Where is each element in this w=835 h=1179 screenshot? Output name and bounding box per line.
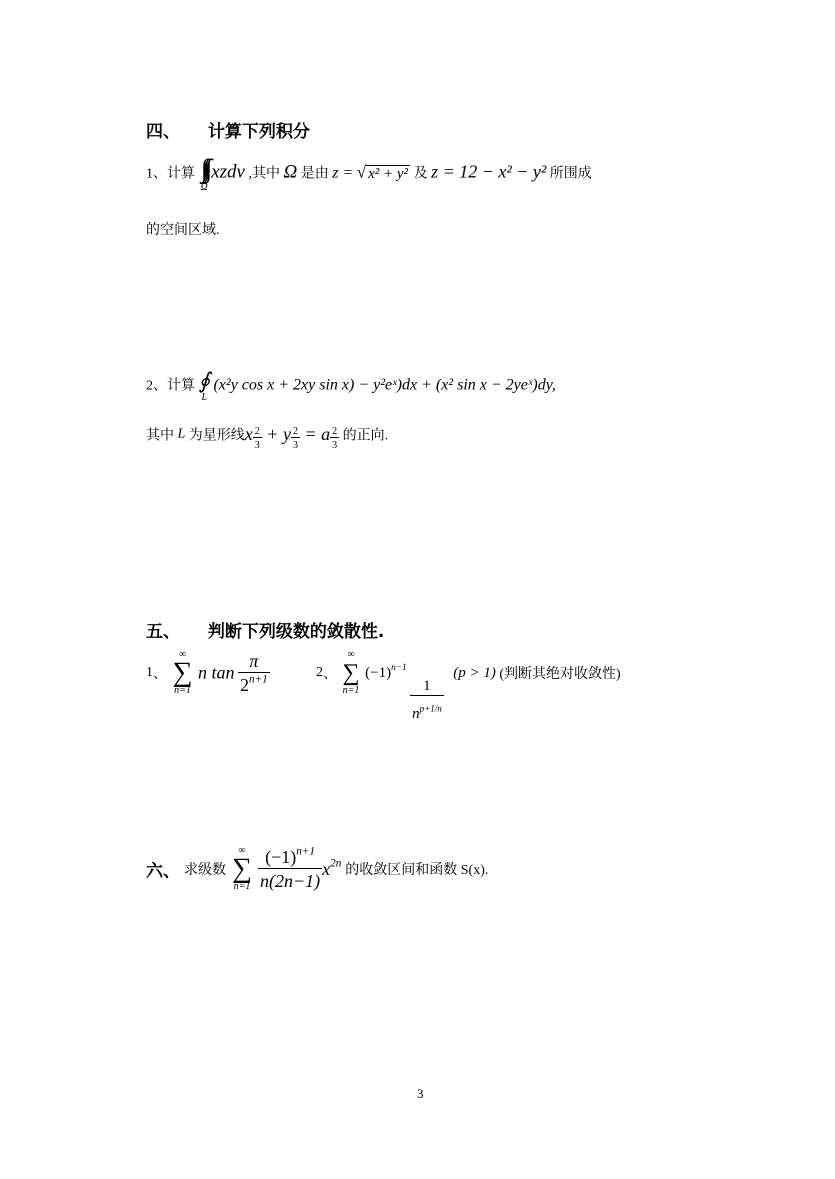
factor-5-2-exp: n−1 (391, 662, 407, 673)
problem-4-1-mid: ,其中 (248, 166, 280, 182)
frac-5-2-num: 1 (423, 678, 431, 695)
problem-5-1 (146, 650, 270, 696)
page-number: 3 (417, 1086, 424, 1101)
omega-symbol: Ω (283, 161, 298, 183)
problem-4-1-tail: 所围成 (549, 166, 592, 182)
problem-4-2-number: 2 (146, 378, 153, 394)
frac-5-2 (410, 678, 444, 723)
term-5-1 (198, 663, 235, 683)
power-6-base: x (322, 858, 331, 879)
contour-integral: ∮ L (198, 368, 210, 403)
frac-5-2-den-base: n (412, 706, 420, 723)
astroid-equation: x $\frac{2}{3}$ + y $\frac{2}{3}$ = a $\frac{2}{3}$ (244, 424, 338, 452)
sum-6: ∞ ∑ n=1 (232, 845, 252, 892)
condition-5-2: (p > 1) (453, 664, 496, 681)
frac-6 (258, 847, 322, 892)
star-curve-label: 为星形线 (188, 428, 245, 444)
problem-4-1-line2: 的空间区域. (146, 223, 220, 238)
sum-5-2: ∞ ∑ n=1 (342, 649, 360, 696)
power-6 (322, 859, 341, 879)
section-6-number: 六、 (146, 861, 180, 882)
exp-den-2: 3 (291, 437, 300, 451)
power-6-exp: 2n (330, 857, 342, 870)
problem-5-2-number: 2 (316, 665, 323, 680)
frac-6-num-exp: n+1 (296, 845, 315, 858)
problem-5-2-sep: 、 (323, 667, 337, 682)
eq2: z = 12 − x² − y² (431, 161, 547, 182)
sum-5-1-top: ∞ (178, 649, 187, 660)
problem-4-2 (146, 370, 556, 403)
frac-5-1-den-exp: n+1 (248, 673, 268, 686)
exp-num-3: 2 (332, 426, 338, 438)
sqrt-content: x² + y² (368, 165, 409, 182)
section-6-tail: 的收敛区间和函数 S(x). (345, 863, 489, 878)
section-5-title: 判断下列级数的敛散性. (207, 622, 385, 642)
sum-6-top: ∞ (238, 845, 246, 856)
frac-6-den: n(2n−1) (258, 868, 322, 892)
exp-num-1: 2 (254, 426, 260, 438)
problem-4-1-and: 及 (413, 166, 428, 182)
section-5-heading (146, 617, 384, 642)
problem-5-1-sep: 、 (153, 667, 167, 682)
problem-4-1: 1、计算 ∫∫∫ Ω xzdv ,其中 Ω 是由 z = √ x² + y² 及 z = 12 − x² − y² 所围成 (146, 154, 592, 193)
contour-sub: L (201, 392, 208, 403)
exp-den-1: 3 (253, 437, 262, 451)
note-5-2: (判断其绝对收敛性) (499, 667, 621, 682)
frac-5-1 (238, 651, 270, 696)
exp-den-3: 3 (330, 437, 339, 451)
frac-5-2-den-exp: p+1/n (419, 703, 442, 714)
problem-4-2-sep: 、 (153, 378, 167, 394)
eq1-lhs: z = (332, 164, 354, 182)
sum-5-1-bottom: n=1 (174, 685, 191, 696)
factor-5-2-base: (−1) (365, 664, 392, 681)
term-5-1-pre: n tan (197, 662, 235, 683)
problem-4-2-tail: 的正向. (342, 428, 389, 444)
sum-5-2-bottom: n=1 (342, 685, 360, 696)
problem-5-1-number: 1 (146, 665, 153, 680)
integrand: xzdv (211, 161, 245, 183)
contour-expression: (x²y cos x + 2xy sin x) − y²eˣ)dx + (x² sin x − 2yeˣ)dy, (213, 376, 556, 394)
section-4-title: 计算下列积分 (207, 122, 310, 142)
curve-L: L (177, 426, 186, 442)
factor-5-2 (365, 662, 407, 681)
problem-4-1-number: 1 (146, 166, 153, 182)
frac-5-1-num: π (249, 650, 259, 671)
sum-5-1: ∞ ∑ n=1 (172, 649, 193, 696)
section-6 (146, 846, 488, 892)
problem-4-2-lead: 计算 (167, 378, 195, 394)
problem-4-1-lead: 计算 (167, 166, 195, 182)
problem-4-1-isby: 是由 (300, 166, 329, 182)
triple-integral: ∫∫∫ Ω (200, 154, 208, 193)
exp-num-2: 2 (292, 426, 298, 438)
problem-4-2-line2 (146, 424, 389, 452)
frac-5-1-den-base: 2 (239, 674, 249, 695)
line2-lead: 其中 (146, 428, 174, 444)
section-4-number: 四、 (146, 122, 180, 142)
section-5-number: 五、 (146, 622, 180, 642)
sum-6-bottom: n=1 (233, 881, 251, 892)
section-6-lead: 求级数 (184, 863, 226, 878)
section-4-heading (146, 117, 310, 142)
frac-6-num: (−1) (265, 846, 297, 867)
problem-4-1-sep: 、 (153, 166, 167, 182)
sum-5-2-top: ∞ (347, 649, 355, 660)
problem-5-2 (316, 650, 621, 723)
integral-domain: Ω (200, 182, 208, 193)
